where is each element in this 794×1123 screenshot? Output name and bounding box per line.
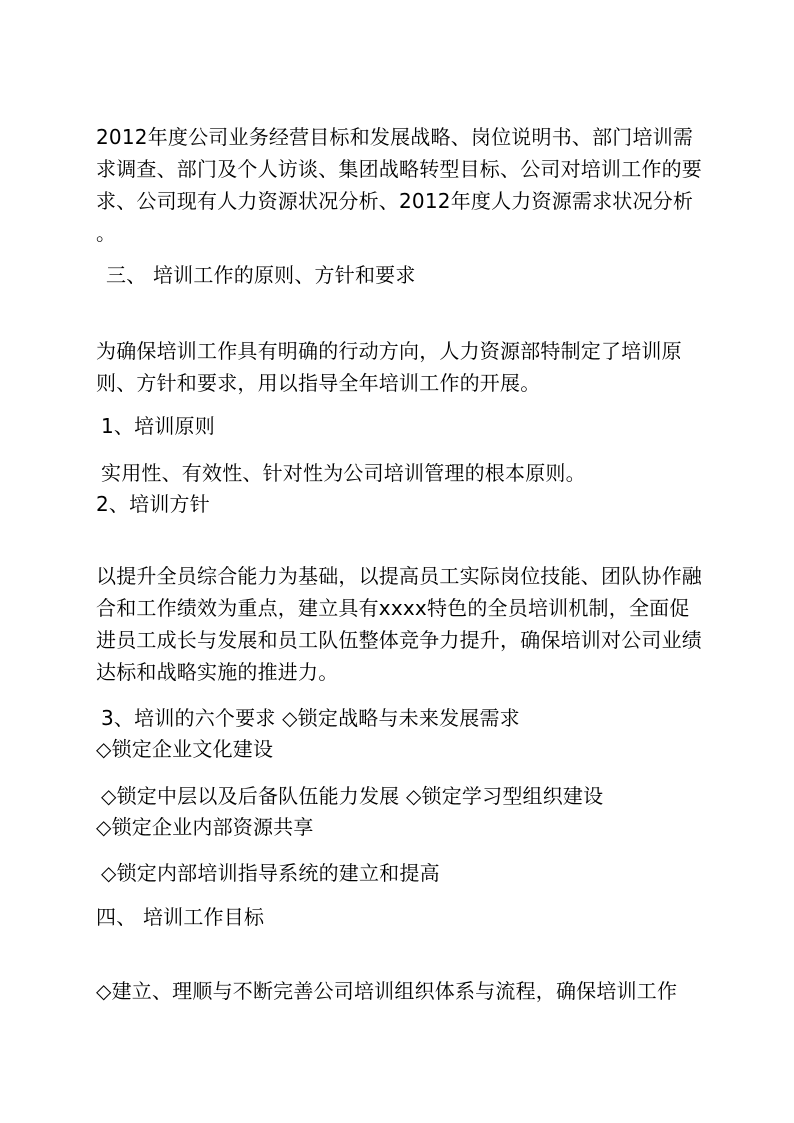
subheading-training-policy: 2、培训方针 [96, 492, 210, 516]
requirement-item-middle-management: ◇锁定中层以及后备队伍能力发展 ◇锁定学习型组织建设 [101, 784, 604, 808]
section-heading-three: 三、 培训工作的原则、方针和要求 [106, 263, 416, 287]
requirement-item-culture: ◇锁定企业文化建设 [96, 737, 274, 761]
paragraph-policy-line-3: 进员工成长与发展和员工队伍整体竞争力提升，确保培训对公司业绩 [96, 628, 702, 652]
paragraph-line-1: 2012年度公司业务经营目标和发展战略、岗位说明书、部门培训需 [96, 125, 694, 149]
requirement-item-internal-training: ◇锁定内部培训指导系统的建立和提高 [101, 861, 440, 885]
paragraph-line-2: 求调查、部门及个人访谈、集团战略转型目标、公司对培训工作的要 [96, 157, 702, 181]
paragraph-line-6: 则、方针和要求，用以指导全年培训工作的开展。 [96, 371, 541, 395]
paragraph-principle: 实用性、有效性、针对性为公司培训管理的根本原则。 [101, 461, 586, 485]
subheading-six-requirements: 3、培训的六个要求 ◇锁定战略与未来发展需求 [101, 706, 520, 730]
subheading-training-principle: 1、培训原则 [101, 414, 215, 438]
section-heading-four: 四、 培训工作目标 [96, 905, 265, 929]
requirement-item-resource-sharing: ◇锁定企业内部资源共享 [96, 815, 314, 839]
paragraph-line-3: 求、公司现有人力资源状况分析、2012年度人力资源需求状况分析 [96, 189, 694, 213]
paragraph-policy-line-2: 合和工作绩效为重点，建立具有xxxx特色的全员培训机制，全面促 [96, 596, 690, 620]
paragraph-line-4: 。 [96, 221, 117, 245]
paragraph-goal-line-1: ◇建立、理顺与不断完善公司培训组织体系与流程，确保培训工作 [96, 979, 678, 1003]
paragraph-line-5: 为确保培训工作具有明确的行动方向，人力资源部特制定了培训原 [96, 339, 682, 363]
paragraph-policy-line-1: 以提升全员综合能力为基础，以提高员工实际岗位技能、团队协作融 [96, 564, 702, 588]
paragraph-policy-line-4: 达标和战略实施的推进力。 [96, 660, 339, 684]
